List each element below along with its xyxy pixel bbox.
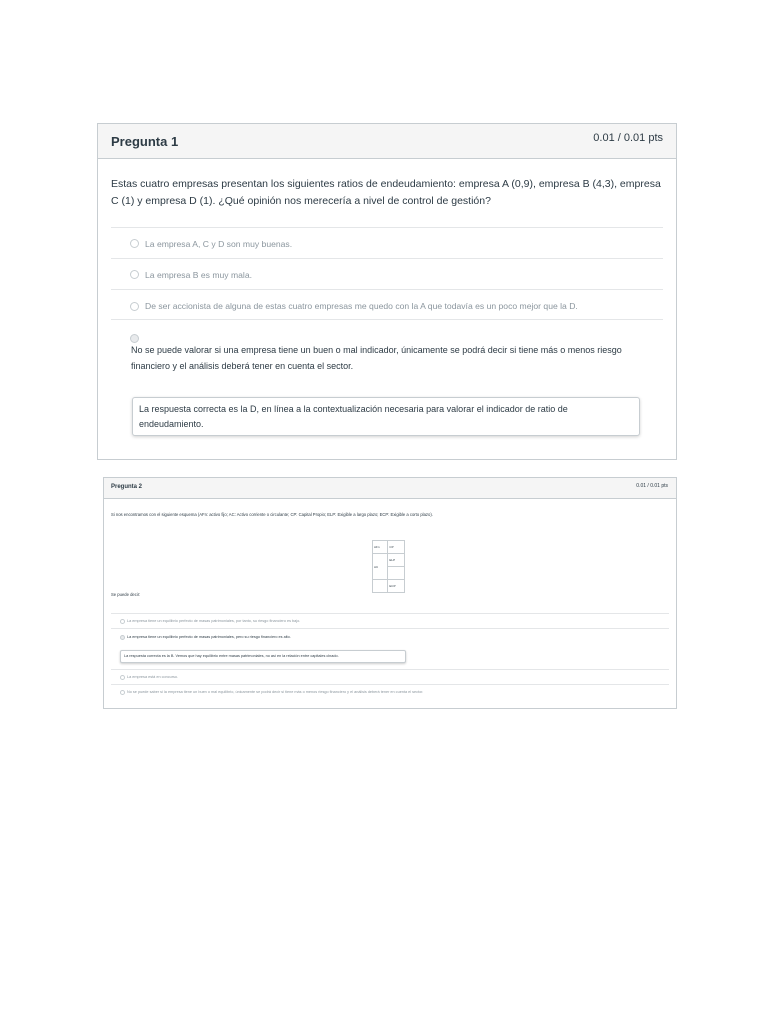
table-cell: AC (373, 554, 388, 580)
radio-button[interactable] (120, 675, 125, 680)
table-cell: ELP (388, 554, 405, 567)
answer-option-a[interactable] (111, 227, 663, 259)
answer-label-selected: La empresa tiene un equilibrio perfecto de masas patrimoniales, pero su riesgo financiero es alto. (127, 635, 291, 639)
question-2-points: 0.01 / 0.01 pts (636, 483, 668, 489)
answer-option-c[interactable] (111, 669, 669, 685)
question-1-card (97, 123, 677, 460)
answer-label: La empresa B es muy mala. (145, 270, 252, 280)
answer-label: La empresa A, C y D son muy buenas. (145, 239, 293, 249)
answer-label: La empresa tiene un equilibrio perfecto de masas patrimoniales, por tanto, su riesgo financiero es bajo. (127, 619, 301, 623)
table-cell: ECP (388, 580, 405, 593)
radio-button-selected[interactable] (120, 635, 125, 640)
question-1-points: 0.01 / 0.01 pts (593, 132, 663, 144)
radio-button[interactable] (130, 270, 139, 279)
question-1-text: Estas cuatro empresas presentan los siguientes ratios de endeudamiento: empresa A (0,9), empresa B (4,3), empresa C (1) y empresa D (1). ¿Qué opinión nos merecería a nivel de control de gestión? (111, 178, 661, 207)
radio-button[interactable] (130, 239, 139, 248)
feedback-text: La respuesta correcta es la D, en línea a la contextualización necesaria para valorar el indicador de ratio de endeudamiento. (139, 404, 568, 429)
radio-button[interactable] (130, 302, 139, 311)
answer-label: No se puede saber si la empresa tiene un buen o mal equilibrio, únicamente se podrá decir si tiene más o menos riesgo financiero y el análisis deberá tener en cuenta el sector. (127, 690, 424, 694)
answer-option-d[interactable] (111, 319, 663, 371)
balance-scheme-table (372, 540, 405, 593)
question-1-header (98, 124, 676, 159)
question-2-text: Si nos encontramos con el siguiente esquema (AFn: activo fijo; AC: Activo corriente o circulante; CP: Capital Propio; ELP: Exigible a largo plazo; ECP: Exigible a corto plazo). (111, 512, 433, 517)
answer-option-d[interactable] (111, 684, 669, 700)
answer-feedback (132, 397, 640, 436)
table-cell: CP (388, 541, 405, 554)
answer-option-a[interactable] (111, 613, 669, 629)
question-2-card (103, 477, 677, 709)
answer-label: De ser accionista de alguna de estas cuatro empresas me quedo con la A que todavía es un poco mejor que la D. (145, 301, 578, 311)
question-2-header (104, 478, 676, 499)
feedback-text: La respuesta correcta es la B. Vemos que hay equilibrio entre masas patrimoniales, no así en la relación entre capitales clnado. (124, 654, 339, 658)
table-cell: AFn (373, 541, 388, 554)
table-cell (373, 580, 388, 593)
answer-label-selected: No se puede valorar si una empresa tiene un buen o mal indicador, únicamente se podrá decir si tiene más o menos riesgo financiero y el análisis deberá tener en cuenta el sector. (131, 345, 622, 371)
answer-feedback (120, 650, 406, 663)
table-cell (388, 567, 405, 580)
radio-button[interactable] (120, 619, 125, 624)
answer-option-b[interactable] (111, 258, 663, 290)
answer-option-c[interactable] (111, 289, 663, 320)
answer-label: La empresa está en concurso. (127, 675, 179, 679)
question-1-title: Pregunta 1 (111, 134, 179, 149)
radio-button[interactable] (120, 690, 125, 695)
question-2-prompt: Se puede decir: (111, 592, 141, 597)
question-2-title: Pregunta 2 (111, 484, 143, 490)
